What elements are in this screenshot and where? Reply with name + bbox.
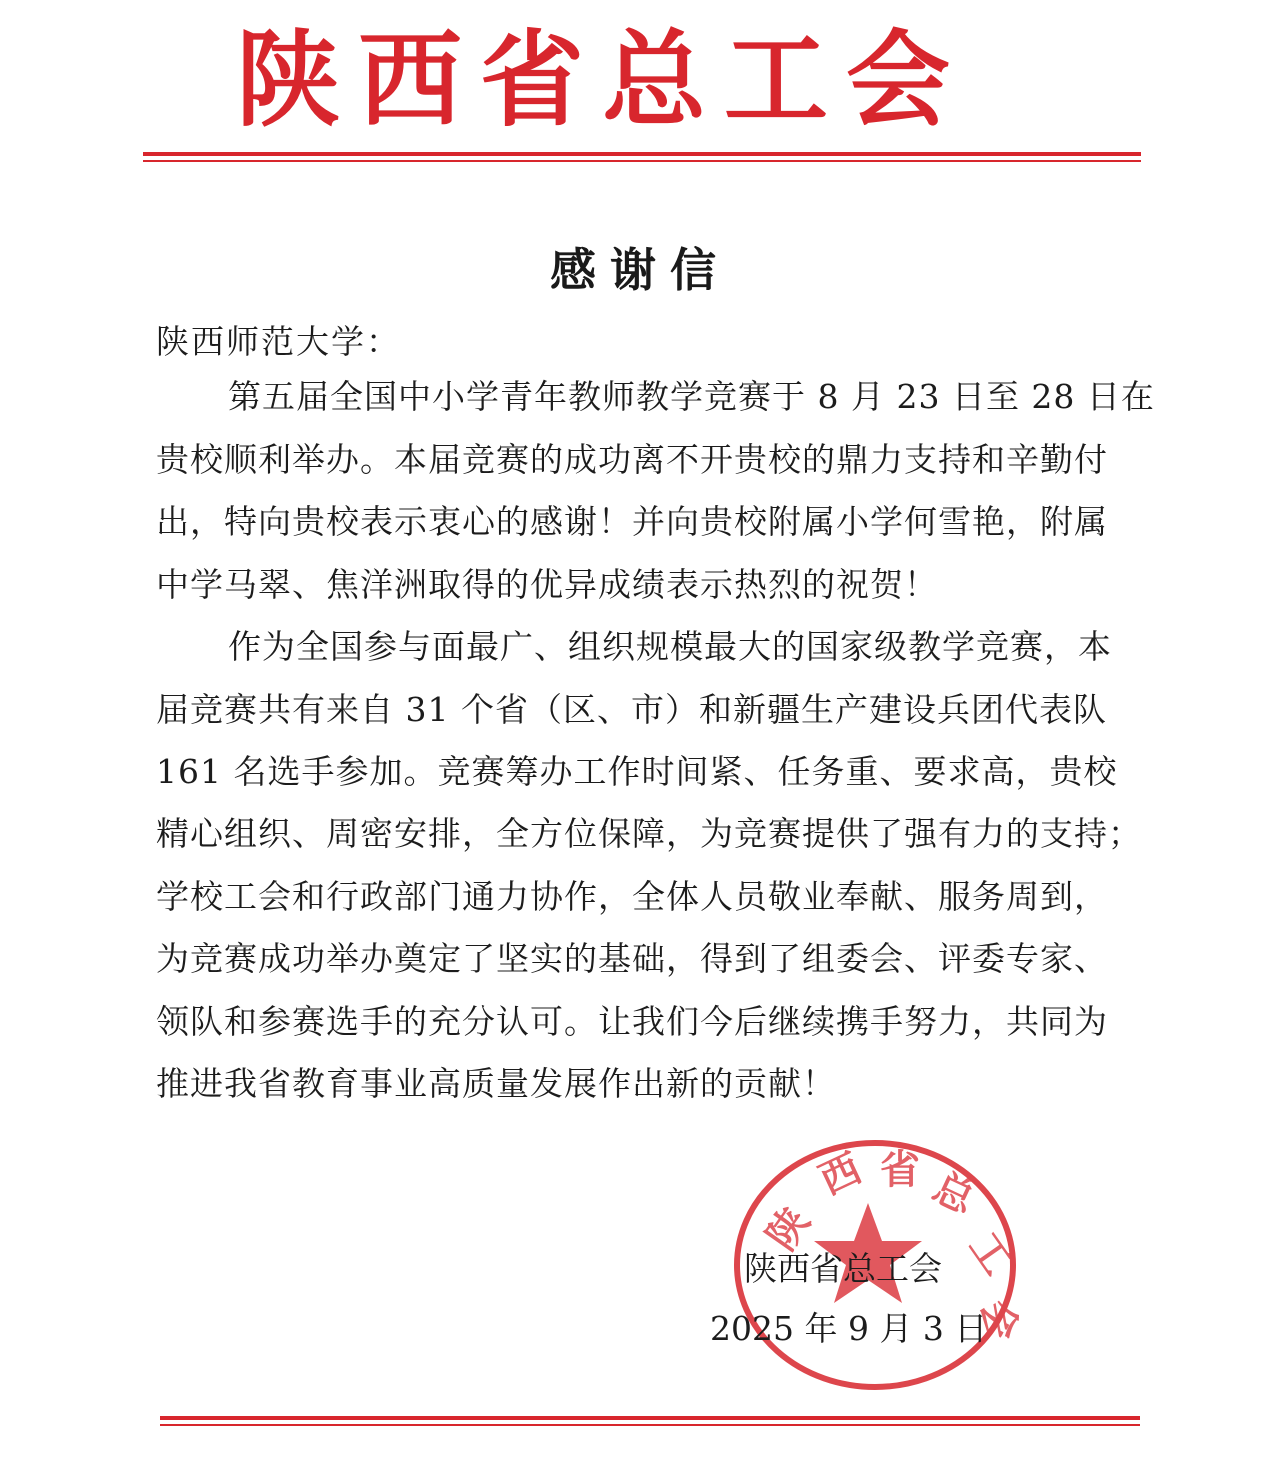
letterhead-title: 陕西省总工会 <box>236 18 969 141</box>
footer-rule-thick <box>160 1416 1140 1420</box>
body-line: 中学马翠、焦洋洲取得的优异成绩表示热烈的祝贺！ <box>156 565 938 604</box>
svg-text:会: 会 <box>972 1296 1026 1345</box>
body-line: 学校工会和行政部门通力协作，全体人员敬业奉献、服务周到， <box>156 877 1108 916</box>
body-line: 为竞赛成功举办奠定了坚实的基础，得到了组委会、评委专家、 <box>156 939 1108 978</box>
svg-text:总: 总 <box>925 1163 982 1223</box>
body-line: 作为全国参与面最广、组织规模最大的国家级教学竞赛，本 <box>228 627 1112 666</box>
body-line: 161 名选手参加。竞赛筹办工作时间紧、任务重、要求高，贵校 <box>156 752 1118 791</box>
body-line: 贵校顺利举办。本届竞赛的成功离不开贵校的鼎力支持和辛勤付 <box>156 440 1108 479</box>
body-line: 第五届全国中小学青年教师教学竞赛于 8 月 23 日至 28 日在 <box>228 377 1155 416</box>
letterhead-rule-thick <box>143 152 1141 156</box>
salutation: 陕西师范大学： <box>156 322 401 361</box>
svg-text:工: 工 <box>959 1223 1022 1284</box>
letter-date: 2025 年 9 月 3 日 <box>710 1309 988 1348</box>
svg-text:省: 省 <box>880 1146 920 1193</box>
svg-text:西: 西 <box>812 1144 869 1205</box>
svg-text:陕: 陕 <box>757 1199 820 1259</box>
letter-title: 感谢信 <box>550 243 730 297</box>
signature: 陕西省总工会 <box>744 1249 942 1288</box>
body-line: 精心组织、周密安排，全方位保障，为竞赛提供了强有力的支持； <box>156 814 1142 853</box>
footer-rule-thin <box>160 1424 1140 1426</box>
body-line: 出，特向贵校表示衷心的感谢！并向贵校附属小学何雪艳，附属 <box>156 502 1108 541</box>
body-line: 届竞赛共有来自 31 个省（区、市）和新疆生产建设兵团代表队 <box>156 690 1107 729</box>
body-line: 领队和参赛选手的充分认可。让我们今后继续携手努力，共同为 <box>156 1002 1108 1041</box>
body-line: 推进我省教育事业高质量发展作出新的贡献！ <box>156 1064 836 1103</box>
letterhead-rule-thin <box>143 160 1141 162</box>
